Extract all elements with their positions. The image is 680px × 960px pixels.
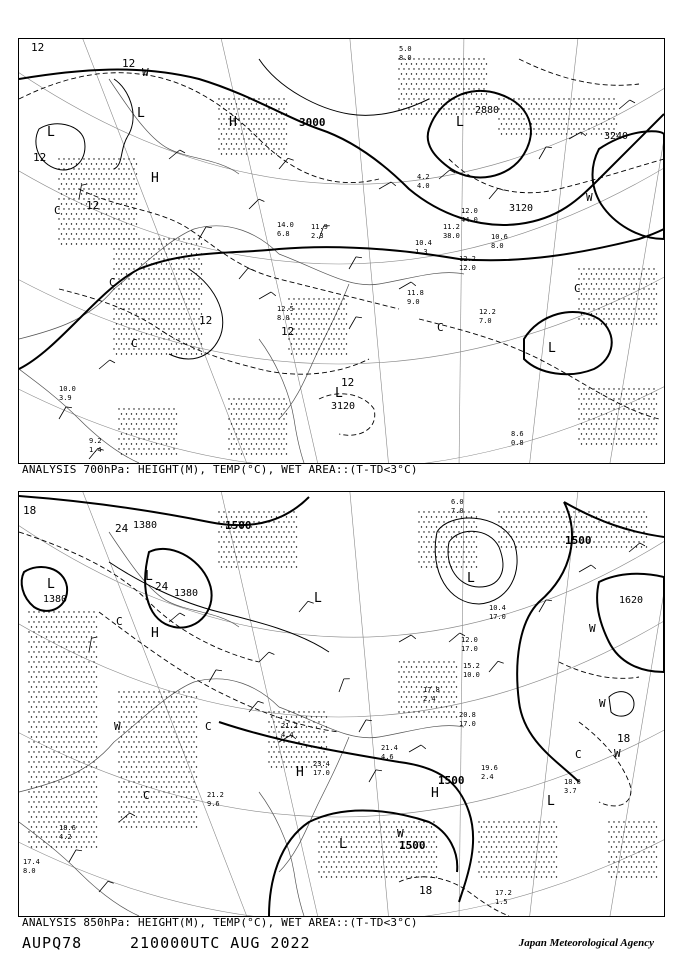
station-plot [479, 308, 496, 325]
svg-text:10.6: 10.6 [491, 233, 508, 241]
svg-text:0.8: 0.8 [511, 439, 524, 447]
svg-text:4.4: 4.4 [281, 731, 294, 739]
svg-text:8.0: 8.0 [277, 314, 290, 322]
station-plot [23, 858, 40, 875]
isotherm-label-850: 18 [419, 884, 433, 897]
isotherm-label-850: 18 [617, 732, 631, 745]
station-plot [511, 430, 524, 447]
svg-text:12.2: 12.2 [479, 308, 496, 316]
svg-text:17.0: 17.0 [461, 645, 478, 653]
svg-text:11.2: 11.2 [443, 223, 460, 231]
svg-text:9.2: 9.2 [89, 437, 102, 445]
warm-center-850: W [589, 622, 596, 635]
chart-850hpa [18, 491, 665, 917]
svg-text:17.0: 17.0 [459, 720, 476, 728]
svg-text:18.6: 18.6 [59, 824, 76, 832]
station-plot [463, 662, 480, 679]
latlon-grid-850 [19, 492, 664, 916]
agency-name: Japan Meteorological Agency [518, 937, 654, 949]
svg-text:11.8: 11.8 [407, 289, 424, 297]
valid-time: 210000UTC AUG 2022 [130, 934, 311, 952]
svg-text:17.0: 17.0 [489, 613, 506, 621]
svg-text:12.0: 12.0 [459, 264, 476, 272]
svg-text:38.0: 38.0 [443, 232, 460, 240]
isotherm-label-700: 12 [33, 151, 47, 164]
svg-text:4.6: 4.6 [381, 753, 394, 761]
contour-label-850: 1620 [619, 595, 644, 606]
contour-label-700: 3000 [299, 116, 326, 129]
contour-label-700: 3240 [604, 131, 629, 142]
svg-text:12.0: 12.0 [461, 636, 478, 644]
svg-text:12.0: 12.0 [461, 207, 478, 215]
coastline-700 [19, 79, 464, 463]
svg-text:9.0: 9.0 [407, 298, 420, 306]
isotherm-label-850: 24 [115, 522, 129, 535]
station-plot [407, 289, 424, 306]
contour-label-700: 3120 [331, 401, 356, 412]
caption-700hpa: ANALYSIS 700hPa: HEIGHT(M), TEMP(°C), WET AREA::(T-TD<3°C) [22, 463, 418, 476]
svg-text:5.0: 5.0 [399, 45, 412, 53]
svg-text:9.6: 9.6 [207, 800, 220, 808]
warm-center-700: W [586, 191, 593, 204]
contour-label-850: 1500 [225, 519, 252, 532]
isotherm-label-700: 12 [199, 314, 213, 327]
station-plot [461, 207, 478, 224]
map-700hpa [19, 39, 664, 463]
svg-text:20.8: 20.8 [459, 711, 476, 719]
isotherm-label-850: 24 [155, 580, 169, 593]
svg-text:17.8: 17.8 [423, 686, 440, 694]
svg-text:21.4: 21.4 [381, 744, 398, 752]
svg-text:10.4: 10.4 [415, 239, 432, 247]
contour-label-850: 1500 [565, 534, 592, 547]
svg-text:11.9: 11.9 [311, 223, 328, 231]
cold-center-700: C [109, 276, 116, 289]
station-plot [495, 889, 512, 906]
high-center-700: H [151, 171, 159, 186]
height-contours-850 [19, 496, 664, 916]
low-center-700: L [548, 341, 556, 356]
warm-center-850: W [397, 827, 404, 840]
svg-text:2.4: 2.4 [423, 695, 436, 703]
cold-center-700: C [437, 321, 444, 334]
isotherm-label-700: 12 [122, 57, 136, 70]
svg-text:44.0: 44.0 [461, 216, 478, 224]
svg-text:4.2: 4.2 [59, 833, 72, 841]
station-plot [59, 385, 76, 402]
station-plot [399, 45, 412, 62]
high-center-700: H [229, 115, 237, 130]
cold-center-850: C [575, 748, 582, 761]
svg-text:15.2: 15.2 [463, 662, 480, 670]
station-plot [459, 255, 476, 272]
isotherm-label-700: 12 [341, 376, 355, 389]
svg-text:21.2: 21.2 [281, 722, 298, 730]
high-center-850: H [296, 765, 304, 780]
cold-center-850: C [205, 720, 212, 733]
isotherm-label-700: 12 [281, 325, 295, 338]
station-plot [311, 223, 328, 240]
isotherms-850 [19, 532, 639, 916]
svg-text:10.0: 10.0 [463, 671, 480, 679]
svg-text:4.2: 4.2 [417, 173, 430, 181]
station-plot [461, 636, 478, 653]
svg-text:1.5: 1.5 [495, 898, 508, 906]
station-plot [381, 744, 398, 761]
svg-text:6.8: 6.8 [277, 230, 290, 238]
svg-text:17.2: 17.2 [495, 889, 512, 897]
cold-center-700: C [574, 282, 581, 295]
low-center-700: L [456, 115, 464, 130]
isotherm-label-850: 18 [23, 504, 37, 517]
station-plot [489, 604, 506, 621]
product-id: AUPQ78 [22, 934, 83, 952]
svg-text:17.0: 17.0 [313, 769, 330, 777]
svg-text:23.4: 23.4 [313, 760, 330, 768]
svg-text:7.0: 7.0 [451, 507, 464, 515]
warm-center-850: W [599, 697, 606, 710]
height-contours-700 [19, 70, 664, 375]
svg-text:10.0: 10.0 [59, 385, 76, 393]
svg-text:12.5: 12.5 [277, 305, 294, 313]
svg-text:14.0: 14.0 [277, 221, 294, 229]
isotherm-label-700: 12 [86, 199, 100, 212]
low-center-700: L [335, 386, 343, 401]
contour-label-850: 1380 [133, 520, 158, 531]
station-plot [564, 778, 581, 795]
low-center-850: L [547, 794, 555, 809]
caption-850hpa: ANALYSIS 850hPa: HEIGHT(M), TEMP(°C), WET AREA::(T-TD<3°C) [22, 916, 418, 929]
svg-text:10.4: 10.4 [489, 604, 506, 612]
svg-text:8.6: 8.6 [511, 430, 524, 438]
cold-center-700: C [54, 204, 61, 217]
cold-center-700: C [131, 337, 138, 350]
svg-text:17.4: 17.4 [23, 858, 40, 866]
station-plot [417, 173, 430, 190]
contour-label-850: 1500 [438, 774, 465, 787]
station-plot [443, 223, 460, 240]
svg-text:19.6: 19.6 [481, 764, 498, 772]
warm-center-850: W [614, 747, 621, 760]
contour-label-700: 3120 [509, 203, 534, 214]
svg-text:4.0: 4.0 [417, 182, 430, 190]
low-center-850: L [314, 591, 322, 606]
svg-text:1.4: 1.4 [89, 446, 102, 454]
station-plot [277, 221, 294, 238]
station-plot [459, 711, 476, 728]
svg-text:8.0: 8.0 [399, 54, 412, 62]
station-plot [451, 498, 464, 515]
contour-label-700: 2880 [475, 105, 500, 116]
svg-text:2.4: 2.4 [481, 773, 494, 781]
warm-center-850: W [114, 720, 121, 733]
cold-center-850: C [143, 789, 150, 802]
svg-text:6.0: 6.0 [451, 498, 464, 506]
low-center-850: L [339, 837, 347, 852]
thin-contours-850 [109, 518, 634, 716]
contour-label-850: 1500 [399, 839, 426, 852]
coastline-850 [19, 532, 464, 916]
cold-center-850: C [116, 615, 123, 628]
contour-label-850: 1380 [174, 588, 199, 599]
map-850hpa [19, 492, 664, 916]
svg-text:3.7: 3.7 [564, 787, 577, 795]
warm-center-700: W [142, 66, 149, 79]
station-plot [281, 722, 298, 739]
low-center-700: L [137, 106, 145, 121]
wet-area-700 [58, 58, 657, 454]
svg-text:12.2: 12.2 [459, 255, 476, 263]
svg-text:3.9: 3.9 [59, 394, 72, 402]
isotherm-label-700: 12 [31, 41, 45, 54]
station-plot [481, 764, 498, 781]
wet-area-850 [28, 511, 657, 877]
svg-text:2.3: 2.3 [311, 232, 324, 240]
station-plot [313, 760, 330, 777]
station-plot [423, 686, 440, 703]
low-center-850: L [467, 571, 475, 586]
svg-text:8.0: 8.0 [23, 867, 36, 875]
svg-text:7.0: 7.0 [479, 317, 492, 325]
high-center-850: H [151, 626, 159, 641]
svg-text:8.0: 8.0 [491, 242, 504, 250]
low-center-700: L [47, 125, 55, 140]
svg-text:21.2: 21.2 [207, 791, 224, 799]
station-plot [89, 437, 102, 454]
station-plot [491, 233, 508, 250]
low-center-850: L [145, 569, 153, 584]
svg-text:18.8: 18.8 [564, 778, 581, 786]
station-plot [59, 824, 76, 841]
contour-label-850: 1380 [43, 594, 68, 605]
chart-700hpa [18, 38, 665, 464]
low-center-850: L [47, 577, 55, 592]
svg-text:1.3: 1.3 [415, 248, 428, 256]
station-plot [415, 239, 432, 256]
high-center-850: H [431, 786, 439, 801]
